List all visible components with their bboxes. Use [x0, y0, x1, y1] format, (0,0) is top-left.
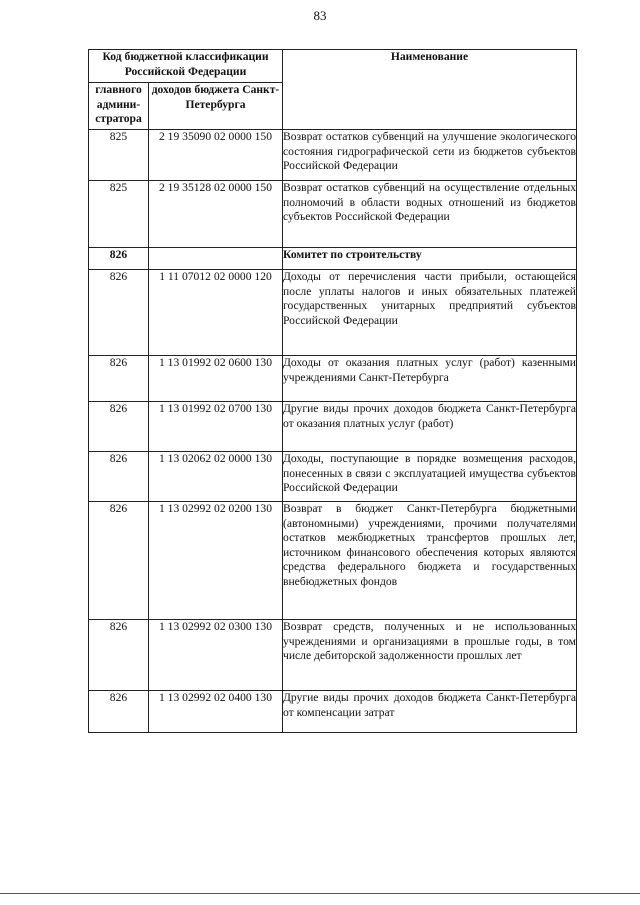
income-name-cell: Комитет по строительству — [283, 248, 577, 270]
admin-code-cell: 826 — [89, 270, 149, 356]
table-row — [89, 130, 577, 181]
classification-code-header: Код бюджетной классификации Российской Федерации — [89, 50, 283, 83]
income-code-cell: 1 13 01992 02 0700 130 — [149, 402, 283, 452]
admin-code-cell: 826 — [89, 452, 149, 502]
income-code-cell: 2 19 35090 02 0000 150 — [149, 130, 283, 181]
table-row — [89, 402, 577, 452]
income-code-cell: 1 13 02992 02 0400 130 — [149, 691, 283, 733]
table-row — [89, 691, 577, 733]
admin-code-cell: 826 — [89, 691, 149, 733]
table-row — [89, 452, 577, 502]
admin-code-cell: 825 — [89, 181, 149, 248]
page-number: 83 — [313, 8, 327, 23]
table-row — [89, 356, 577, 402]
admin-header: главного админи-стратора — [89, 83, 149, 130]
income-code-cell: 1 13 02992 02 0300 130 — [149, 620, 283, 691]
income-code-cell: 1 13 02992 02 0200 130 — [149, 502, 283, 620]
income-name-cell: Возврат остатков субвенций на улучшение экологического состояния гидрографической сети из бюджетов субъектов Российской Федерации — [283, 130, 577, 181]
income-code-cell: 1 13 02062 02 0000 130 — [149, 452, 283, 502]
admin-code-cell: 826 — [89, 502, 149, 620]
income-code-cell: 2 19 35128 02 0000 150 — [149, 181, 283, 248]
table-row — [89, 270, 577, 356]
income-code-cell — [149, 248, 283, 270]
page-bottom-edge — [0, 893, 640, 894]
admin-code-cell: 826 — [89, 248, 149, 270]
income-name-cell: Возврат остатков субвенций на осуществление отдельных полномочий в области водных отношений из бюджетов субъектов Российской Федерации — [283, 181, 577, 248]
income-header: доходов бюджета Санкт-Петербурга — [149, 83, 283, 130]
admin-code-cell: 825 — [89, 130, 149, 181]
admin-code-cell: 826 — [89, 356, 149, 402]
income-name-cell: Возврат в бюджет Санкт-Петербурга бюджетными (автономными) учреждениями, прочими получателями остатков межбюджетных трансфертов прошлых лет, источником финансового обеспечения которых являются средства федерального бюджета и государственных внебюджетных фондов — [283, 502, 577, 620]
income-name-cell: Доходы от оказания платных услуг (работ) казенными учреждениями Санкт-Петербурга — [283, 356, 577, 402]
name-header: Наименование — [283, 50, 577, 130]
income-name-cell: Возврат средств, полученных и не использованных учреждениями и организациями в прошлые годы, в том числе дебиторской задолженности прошлых лет — [283, 620, 577, 691]
income-name-cell: Доходы, поступающие в порядке возмещения расходов, понесенных в связи с эксплуатацией имущества субъектов Российской Федерации — [283, 452, 577, 502]
income-name-cell: Доходы от перечисления части прибыли, остающейся после уплаты налогов и иных обязательных платежей государственных унитарных предприятий субъектов Российской Федерации — [283, 270, 577, 356]
admin-code-cell: 826 — [89, 402, 149, 452]
income-code-cell: 1 13 01992 02 0600 130 — [149, 356, 283, 402]
admin-code-cell: 826 — [89, 620, 149, 691]
table-row — [89, 620, 577, 691]
table-row — [89, 181, 577, 248]
income-code-cell: 1 11 07012 02 0000 120 — [149, 270, 283, 356]
budget-classification-table — [88, 49, 577, 733]
income-name-cell: Другие виды прочих доходов бюджета Санкт-Петербурга от оказания платных услуг (работ) — [283, 402, 577, 452]
table-row — [89, 502, 577, 620]
table-row — [89, 248, 577, 270]
income-name-cell: Другие виды прочих доходов бюджета Санкт-Петербурга от компенсации затрат — [283, 691, 577, 733]
